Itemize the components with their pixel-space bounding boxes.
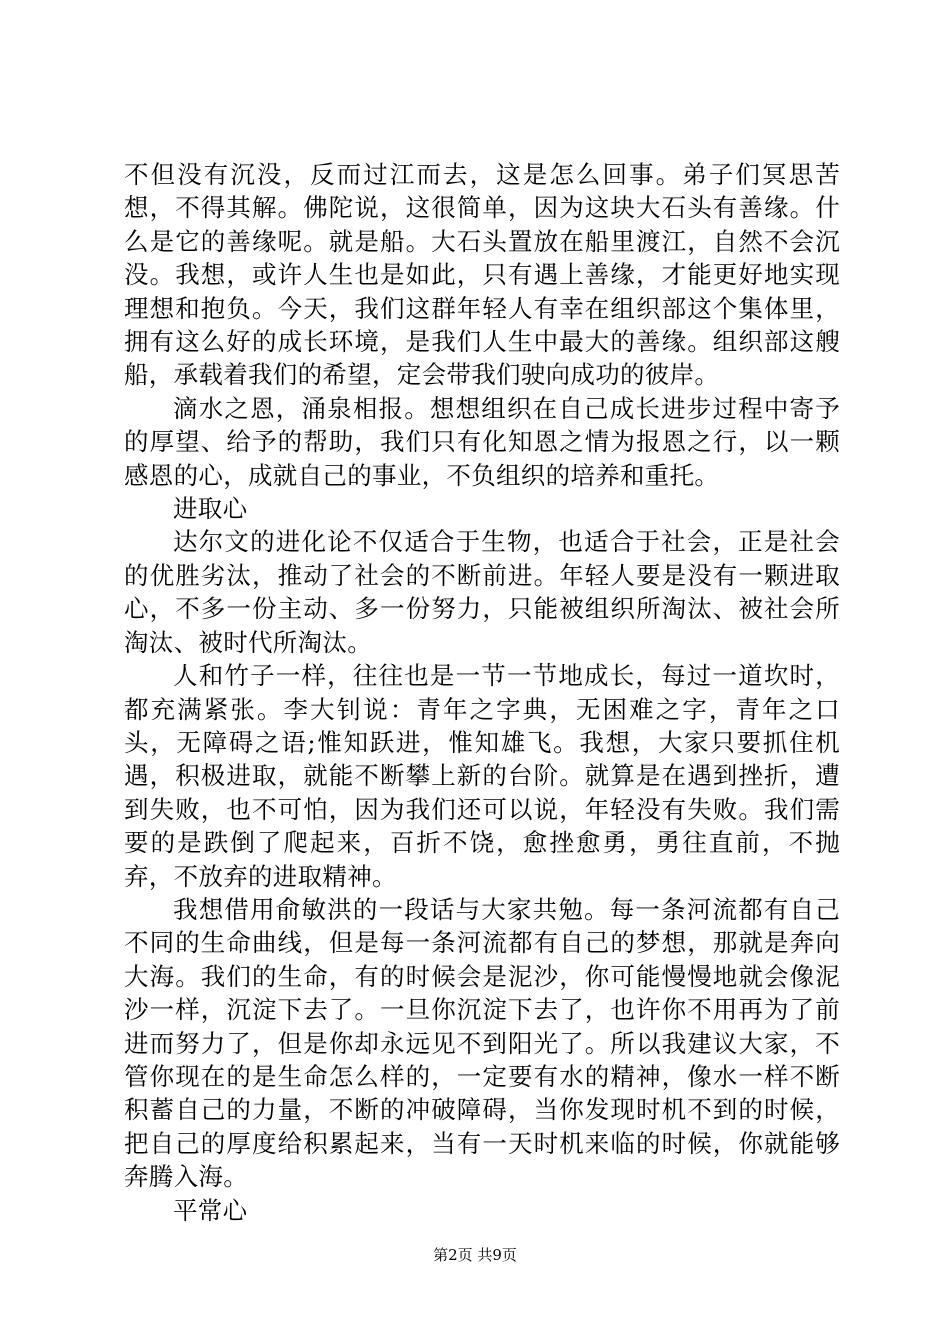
section-heading: 进取心 (173, 494, 248, 524)
paragraph: 我想借用俞敏洪的一段话与大家共勉。每一条河流都有自己不同的生命曲线，但是每一条河流都有自己的梦想，那就是奔向大海。我们的生命，有的时候会是泥沙，你可能慢慢地就会像泥沙一样，沉淀下去了。一旦你沉淀下去了，也许你不用再为了前进而努力了，但是你却永远见不到阳光了。所以我建议大家，不管你现在的是生命怎么样的，一定要有水的精神，像水一样不断积蓄自己的力量，不断的冲破障碍，当你发现时机不到的时候，把自己的厚度给积累起来，当有一天时机来临的时候，你就能够奔腾入海。 (124, 894, 840, 1192)
paragraph: 人和竹子一样，往往也是一节一节地成长，每过一道坎时，都充满紧张。李大钊说：青年之字典，无困难之字，青年之口头，无障碍之语;惟知跃进，惟知雄飞。我想，大家只要抓住机遇，积极进取，就能不断攀上新的台阶。就算是在遇到挫折，遭到失败，也不可怕，因为我们还可以说，年轻没有失败。我们需要的是跌倒了爬起来，百折不饶，愈挫愈勇，勇往直前，不抛弃，不放弃的进取精神。 (124, 661, 840, 891)
paragraph: 不但没有沉没，反而过江而去，这是怎么回事。弟子们冥思苦想，不得其解。佛陀说，这很简单，因为这块大石头有善缘。什么是它的善缘呢。就是船。大石头置放在船里渡江，自然不会沉没。我想，或许人生也是如此，只有遇上善缘，才能更好地实现理想和抱负。今天，我们这群年轻人有幸在组织部这个集体里，拥有这么好的成长环境，是我们人生中最大的善缘。组织部这艘船，承载着我们的希望，定会带我们驶向成功的彼岸。 (124, 160, 840, 390)
paragraph: 滴水之恩，涌泉相报。想想组织在自己成长进步过程中寄予的厚望、给予的帮助，我们只有化知恩之情为报恩之行，以一颗感恩的心，成就自己的事业，不负组织的培养和重托。 (124, 393, 840, 490)
document-body (124, 158, 840, 1227)
page-footer: 第2页 共9页 (433, 1246, 517, 1264)
paragraph: 达尔文的进化论不仅适合于生物，也适合于社会，正是社会的优胜劣汰，推动了社会的不断前进。年轻人要是没有一颗进取心，不多一份主动、多一份努力，只能被组织所淘汰、被社会所淘汰、被时代所淘汰。 (124, 527, 840, 657)
section-heading: 平常心 (173, 1195, 248, 1225)
